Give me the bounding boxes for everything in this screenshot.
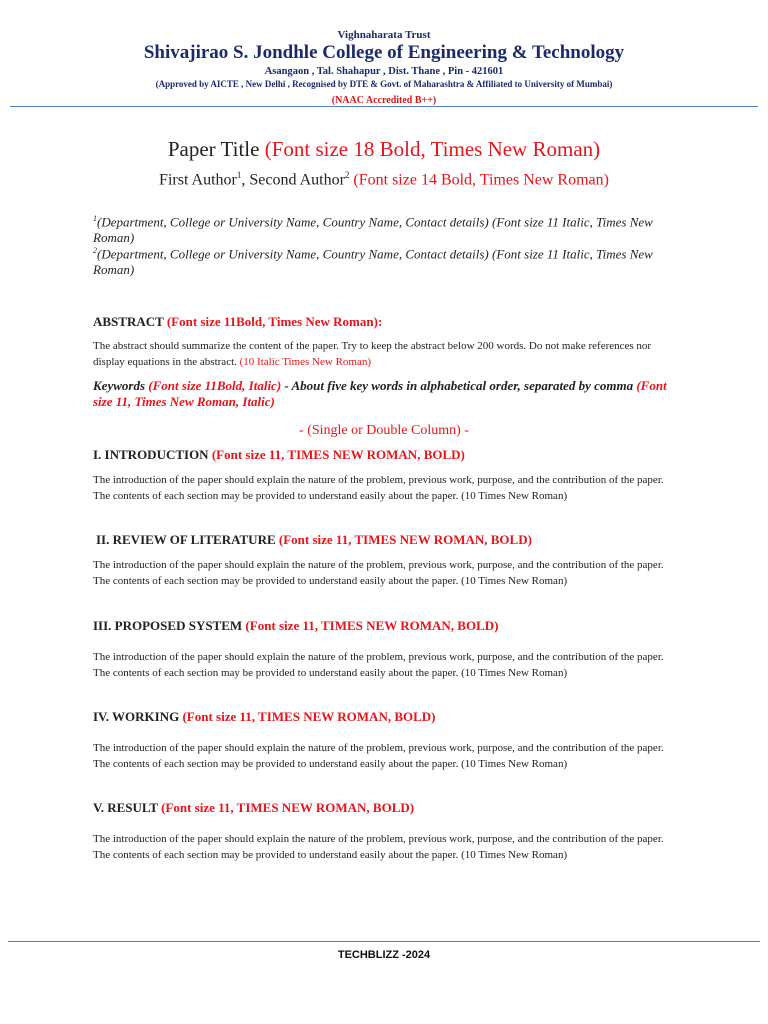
section-heading-note: (Font size 11, TIMES NEW ROMAN, BOLD) (182, 709, 436, 724)
section-heading-text: II. REVIEW OF LITERATURE (96, 532, 276, 547)
abstract-heading-note: (Font size 11Bold, Times New Roman): (166, 314, 383, 329)
affiliation-1 (93, 211, 653, 246)
abstract-heading-text: ABSTRACT (93, 314, 164, 329)
college-address: Asangaon , Tal. Shahapur , Dist. Thane , Pin - 421601 (264, 66, 504, 77)
keywords-label-note: (Font size 11Bold, Italic) (148, 378, 282, 393)
abstract-body-text: The abstract should summarize the content of the paper. Try to keep the abstract below 200 words. Do not make references nor display equations in the abstract. (93, 340, 652, 368)
section-heading-text: V. RESULT (93, 800, 158, 815)
college-name: Shivajirao S. Jondhle College of Engineering & Technology (143, 42, 625, 63)
author-note: (Font size 14 Bold, Times New Roman) (353, 171, 609, 189)
abstract-heading (93, 314, 382, 330)
paper-title-text: Paper Title (167, 137, 260, 161)
column-layout-note: - (Single or Double Column) - (299, 423, 469, 438)
section-body-result: The introduction of the paper should explain the nature of the problem, previous work, purpose, and the contribution of the paper. The contents of each section may be provided to understand easily about the paper. (10 Times New Roman) (93, 833, 664, 861)
section-body-working: The introduction of the paper should explain the nature of the problem, previous work, purpose, and the contribution of the paper. The contents of each section may be provided to understand easily about the paper. (10 Times New Roman) (93, 742, 664, 770)
naac-accreditation: (NAAC Accredited B++) (331, 95, 437, 106)
footer-divider (8, 941, 760, 942)
paper-title-note: (Font size 18 Bold, Times New Roman) (264, 137, 601, 161)
paper-title (0, 137, 768, 162)
affiliation-2 (93, 243, 653, 278)
section-heading-text: III. PROPOSED SYSTEM (93, 618, 243, 633)
affiliation-1-text: (Department, College or University Name, Country Name, Contact details) (Font size 11 Italic, Times New Roman) (93, 214, 653, 246)
abstract-body-note: (10 Italic Times New Roman) (239, 356, 372, 368)
trust-name: Vighnaharata Trust (337, 29, 431, 41)
abstract-body (93, 338, 683, 370)
section-body-introduction: The introduction of the paper should explain the nature of the problem, previous work, purpose, and the contribution of the paper. The contents of each section may be provided to understand easily about the paper. (10 Times New Roman) (93, 474, 664, 502)
section-heading-result (93, 800, 414, 816)
section-heading-proposed-system (93, 618, 498, 634)
affiliation-1-sup: 1 (93, 214, 97, 223)
first-author: First Author (159, 171, 237, 189)
section-heading-note: (Font size 11, TIMES NEW ROMAN, BOLD) (161, 800, 415, 815)
keywords-text-note: (Font size 11, Times New Roman, Italic) (93, 378, 667, 409)
section-heading-note: (Font size 11, TIMES NEW ROMAN, BOLD) (211, 447, 465, 462)
section-heading-introduction (93, 447, 465, 463)
section-body-proposed-system: The introduction of the paper should explain the nature of the problem, previous work, purpose, and the contribution of the paper. The contents of each section may be provided to understand easily about the paper. (10 Times New Roman) (93, 651, 664, 679)
affiliation-2-text: (Department, College or University Name, Country Name, Contact details) (Font size 11 Italic, Times New Roman) (93, 246, 653, 278)
section-heading-review-of-literature (96, 532, 532, 548)
second-author-sup: 2 (344, 170, 350, 180)
author-line (0, 170, 768, 189)
keywords-text: - About five key words in alphabetical order, separated by comma (284, 378, 634, 393)
keywords-label: Keywords (93, 378, 145, 393)
first-author-sup: 1 (236, 170, 242, 180)
section-heading-working (93, 709, 436, 725)
header-divider (10, 106, 758, 107)
keywords-paragraph (93, 378, 683, 410)
footer-label: TECHBLIZZ -2024 (337, 949, 431, 961)
section-heading-note: (Font size 11, TIMES NEW ROMAN, BOLD) (278, 532, 532, 547)
second-author: , Second Author (241, 171, 345, 189)
approval-line: (Approved by AICTE , New Delhi , Recognised by DTE & Govt. of Maharashtra & Affiliated to University of Mumbai) (155, 79, 613, 89)
section-heading-note: (Font size 11, TIMES NEW ROMAN, BOLD) (245, 618, 499, 633)
affiliation-2-sup: 2 (93, 246, 97, 255)
section-heading-text: IV. WORKING (93, 709, 180, 724)
section-body-review-of-literature: The introduction of the paper should explain the nature of the problem, previous work, purpose, and the contribution of the paper. The contents of each section may be provided to understand easily about the paper. (10 Times New Roman) (93, 559, 664, 587)
section-heading-text: I. INTRODUCTION (93, 447, 209, 462)
